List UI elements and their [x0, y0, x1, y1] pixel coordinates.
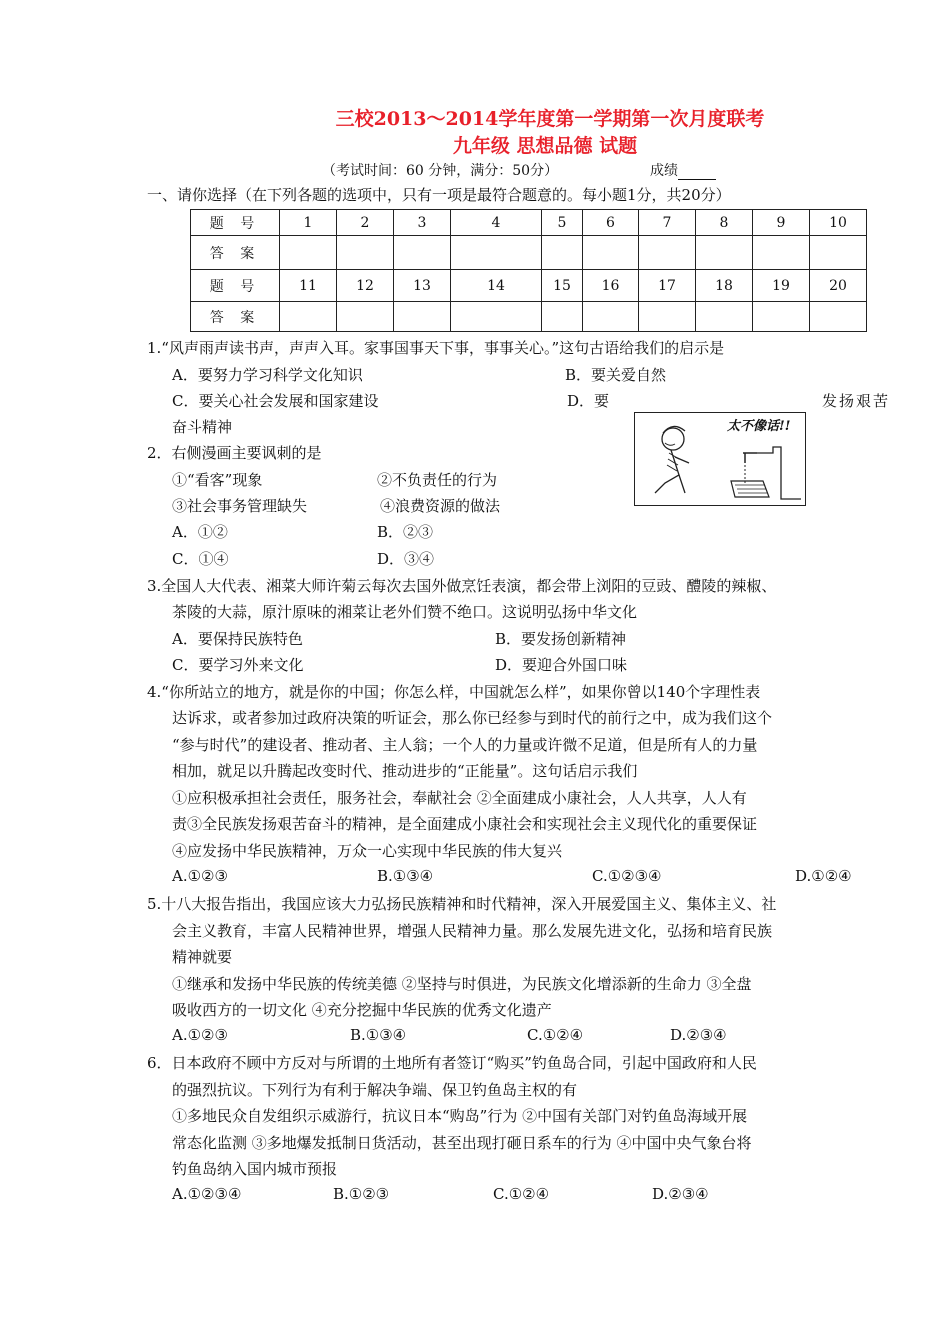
q2-item-2: ②不负责任的行为 — [377, 471, 498, 489]
score-field — [650, 160, 716, 180]
question-number: 11 — [280, 270, 337, 302]
q1-stem: 1.“风声雨声读书声，声声入耳。家事国事天下事，事事关心。”这句古语给我们的启示是 — [147, 339, 725, 357]
q6-stem-line1: 6．日本政府不顾中方反对与所谓的土地所有者签订“购买”钓鱼岛合同，引起中国政府和人民 — [147, 1054, 757, 1072]
question-number: 14 — [451, 270, 542, 302]
q4-stem-line1: 4.“你所站立的地方，就是你的中国；你怎么样，中国就怎么样”，如果你曾以140个字理性表 — [147, 683, 761, 701]
answer-cell[interactable] — [583, 302, 639, 332]
answer-label: 答 案 — [191, 302, 280, 332]
q2-item-4: ④浪费资源的做法 — [380, 497, 501, 515]
question-number: 16 — [583, 270, 639, 302]
q2-item-1: ①“看客”现象 — [172, 471, 263, 489]
answer-cell[interactable] — [696, 236, 753, 270]
q6-stem-line2: 的强烈抗议。下列行为有利于解决争端、保卫钓鱼岛主权的有 — [172, 1081, 578, 1099]
q4-option-b[interactable]: B.①③④ — [377, 867, 434, 885]
q2-option-d[interactable]: D．③④ — [377, 550, 435, 568]
q6-option-c[interactable]: C.①②④ — [493, 1185, 550, 1203]
question-number: 2 — [337, 210, 394, 236]
section1-heading: 一、请你选择（在下列各题的选项中，只有一项是最符合题意的。每小题1分，共20分） — [147, 186, 731, 204]
exam-title-line2: 九年级 思想品德 试题 — [452, 135, 638, 157]
question-number: 19 — [753, 270, 810, 302]
table-row — [191, 270, 867, 302]
score-blank — [678, 165, 716, 180]
q3-option-b[interactable]: B．要发扬创新精神 — [495, 630, 627, 648]
answer-cell[interactable] — [583, 236, 639, 270]
question-number: 3 — [394, 210, 451, 236]
answer-cell[interactable] — [394, 302, 451, 332]
answer-cell[interactable] — [337, 236, 394, 270]
q4-stem-line2: 达诉求，或者参加过政府决策的听证会，那么你已经参与到时代的前行之中，成为我们这个 — [172, 709, 773, 727]
q2-stem: 2．右侧漫画主要讽刺的是 — [147, 444, 322, 462]
question-number: 10 — [810, 210, 867, 236]
q5-stem-line1: 5.十八大报告指出，我国应该大力弘扬民族精神和时代精神，深入开展爱国主义、集体主义、社 — [147, 895, 777, 913]
table-row — [191, 236, 867, 270]
question-number: 12 — [337, 270, 394, 302]
q1-option-d[interactable]: D．要 — [567, 392, 610, 410]
q4-stem-line3: “参与时代”的建设者、推动者、主人翁；一个人的力量或许微不足道，但是所有人的力量 — [172, 736, 758, 754]
q4-items-line2: 责③全民族发扬艰苦奋斗的精神，是全面建成小康社会和实现社会主义现代化的重要保证 — [172, 815, 758, 833]
cartoon-caption: 太不像话!! — [727, 419, 791, 434]
q5-option-b[interactable]: B.①③④ — [350, 1026, 407, 1044]
q1-option-a[interactable]: A．要努力学习科学文化知识 — [172, 366, 363, 384]
q1-option-b[interactable]: B．要关爱自然 — [565, 366, 667, 384]
q4-stem-line4: 相加，就足以升腾起改变时代、推动进步的“正能量”。这句话启示我们 — [172, 762, 638, 780]
table-row — [191, 210, 867, 236]
question-number: 8 — [696, 210, 753, 236]
answer-cell[interactable] — [753, 302, 810, 332]
question-label: 题 号 — [191, 270, 280, 302]
q5-stem-line2: 会主义教育，丰富人民精神世界，增强人民精神力量。那么发展先进文化，弘扬和培育民族 — [172, 922, 773, 940]
q4-items-line1: ①应积极承担社会责任，服务社会，奉献社会 ②全面建成小康社会，人人共享，人人有 — [172, 789, 747, 807]
answer-cell[interactable] — [810, 302, 867, 332]
question-number: 18 — [696, 270, 753, 302]
question-number: 1 — [280, 210, 337, 236]
answer-cell[interactable] — [451, 236, 542, 270]
q5-option-c[interactable]: C.①②④ — [527, 1026, 584, 1044]
q1-option-d-end: 奋斗精神 — [172, 418, 233, 436]
question-number: 7 — [639, 210, 696, 236]
answer-table — [190, 209, 867, 332]
q5-option-d[interactable]: D.②③④ — [670, 1026, 727, 1044]
q2-option-a[interactable]: A．①② — [172, 523, 228, 541]
q3-option-c[interactable]: C．要学习外来文化 — [172, 656, 304, 674]
answer-cell[interactable] — [639, 236, 696, 270]
cartoon-image — [634, 412, 806, 506]
answer-cell[interactable] — [542, 302, 583, 332]
q6-option-d[interactable]: D.②③④ — [652, 1185, 709, 1203]
question-number: 13 — [394, 270, 451, 302]
q4-option-c[interactable]: C.①②③④ — [592, 867, 662, 885]
question-number: 20 — [810, 270, 867, 302]
answer-label: 答 案 — [191, 236, 280, 270]
q4-items-line3: ④应发扬中华民族精神，万众一心实现中华民族的伟大复兴 — [172, 842, 563, 860]
question-number: 17 — [639, 270, 696, 302]
q5-stem-line3: 精神就要 — [172, 948, 233, 966]
answer-cell[interactable] — [810, 236, 867, 270]
q6-option-b[interactable]: B.①②③ — [333, 1185, 390, 1203]
q3-option-d[interactable]: D．要迎合外国口味 — [495, 656, 628, 674]
q3-option-a[interactable]: A．要保持民族特色 — [172, 630, 303, 648]
answer-cell[interactable] — [451, 302, 542, 332]
q6-items-line2: 常态化监测 ③多地爆发抵制日货活动，甚至出现打砸日系车的行为 ④中国中央气象台将 — [172, 1134, 752, 1152]
q4-option-a[interactable]: A.①②③ — [172, 867, 228, 885]
q3-stem-line2: 茶陵的大蒜，原汁原味的湘菜让老外们赞不绝口。这说明弘扬中华文化 — [172, 603, 638, 621]
q5-option-a[interactable]: A.①②③ — [172, 1026, 228, 1044]
q4-option-d[interactable]: D.①②④ — [795, 867, 852, 885]
exam-info: （考试时间：60 分钟，满分：50分） — [322, 163, 559, 179]
question-number: 9 — [753, 210, 810, 236]
q1-option-d-cont: 发扬艰苦 — [822, 392, 891, 410]
answer-cell[interactable] — [280, 236, 337, 270]
answer-cell[interactable] — [753, 236, 810, 270]
question-number: 6 — [583, 210, 639, 236]
q2-option-b[interactable]: B．②③ — [377, 523, 434, 541]
answer-cell[interactable] — [280, 302, 337, 332]
q2-item-3: ③社会事务管理缺失 — [172, 497, 308, 515]
answer-cell[interactable] — [639, 302, 696, 332]
answer-cell[interactable] — [394, 236, 451, 270]
q5-items-line1: ①继承和发扬中华民族的传统美德 ②坚持与时俱进，为民族文化增添新的生命力 ③全盘 — [172, 975, 752, 993]
exam-title-line1: 三校2013～2014学年度第一学期第一次月度联考 — [335, 108, 765, 130]
answer-cell[interactable] — [542, 236, 583, 270]
question-number: 5 — [542, 210, 583, 236]
answer-cell[interactable] — [337, 302, 394, 332]
score-label: 成绩 — [650, 163, 678, 179]
q1-option-c[interactable]: C．要关心社会发展和国家建设 — [172, 392, 379, 410]
q6-items-line3: 钓鱼岛纳入国内城市预报 — [172, 1160, 338, 1178]
answer-cell[interactable] — [696, 302, 753, 332]
question-number: 4 — [451, 210, 542, 236]
q6-items-line1: ①多地民众自发组织示威游行，抗议日本“购岛”行为 ②中国有关部门对钓鱼岛海域开展 — [172, 1107, 748, 1125]
question-label: 题 号 — [191, 210, 280, 236]
question-number: 15 — [542, 270, 583, 302]
q6-option-a[interactable]: A.①②③④ — [172, 1185, 242, 1203]
q5-items-line2: 吸收西方的一切文化 ④充分挖掘中华民族的优秀文化遗产 — [172, 1001, 552, 1019]
table-row — [191, 302, 867, 332]
q3-stem-line1: 3.全国人大代表、湘菜大师许菊云每次去国外做烹饪表演，都会带上浏阳的豆豉、醴陵的辣椒、 — [147, 577, 777, 595]
q2-option-c[interactable]: C．①④ — [172, 550, 229, 568]
